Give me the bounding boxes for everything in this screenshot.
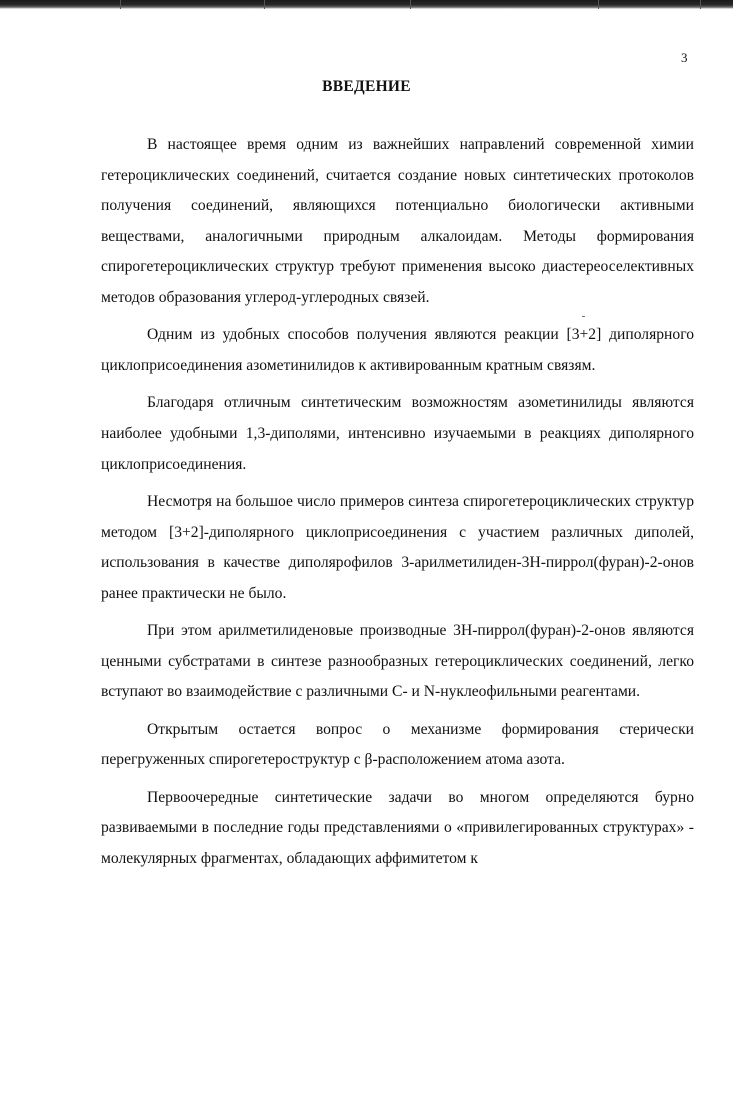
scan-streak bbox=[264, 0, 265, 9]
paragraph: В настоящее время одним из важнейших направлений современной химии гетероциклических соединений, считается создание новых синтетических протоколов получения соединений, являющихся потенциально биологически активными веществами, аналогичными природным алкалоидам. Методы формирования спирогетероциклических структур требуют применения высоко диастереоселективных методов образования углерод-углеродных связей. bbox=[101, 136, 694, 306]
paragraph: Одним из удобных способов получения являются реакции [3+2] диполярного циклоприсоединения азометинилидов к активированным кратным связям. bbox=[101, 326, 694, 374]
paragraph: Благодаря отличным синтетическим возможностям азометинилиды являются наиболее удобными 1,3-диполями, интенсивно изучаемыми в реакциях диполярного циклоприсоединения. bbox=[101, 394, 694, 473]
scan-streak bbox=[120, 0, 121, 9]
scan-streak bbox=[598, 0, 599, 9]
scan-speck bbox=[582, 316, 585, 317]
paragraph: Первоочередные синтетические задачи во многом определяются бурно развиваемыми в последние годы представлениями о «привилегированных структурах» - молекулярных фрагментах, обладающих аффимитетом к bbox=[101, 788, 694, 867]
page-number: 3 bbox=[681, 50, 688, 65]
paragraph: При этом арилметилиденовые производные 3Н-пиррол(фуран)-2-онов являются ценными субстратами в синтезе разнообразных гетероциклических соединений, легко вступают во взаимодействие с различными С- и N-нуклеофильными реагентами. bbox=[101, 622, 694, 701]
scan-streak bbox=[700, 0, 701, 9]
paragraph: Несмотря на большое число примеров синтеза спирогетероциклических структур методом [3+2]-диполярного циклоприсоединения с участием различных диполей, использования в качестве диполярофилов 3-арилметилиден-3Н-пиррол(фуран)-2-онов ранее практически не было. bbox=[101, 492, 694, 602]
scan-streak bbox=[410, 0, 411, 9]
paragraph: Открытым остается вопрос о механизме формирования стерически перегруженных спирогетероструктур с β-расположением атома азота. bbox=[101, 720, 694, 769]
page-title: ВВЕДЕНИЕ bbox=[322, 78, 411, 95]
document-body bbox=[101, 130, 694, 881]
scan-edge-bar bbox=[0, 0, 733, 9]
